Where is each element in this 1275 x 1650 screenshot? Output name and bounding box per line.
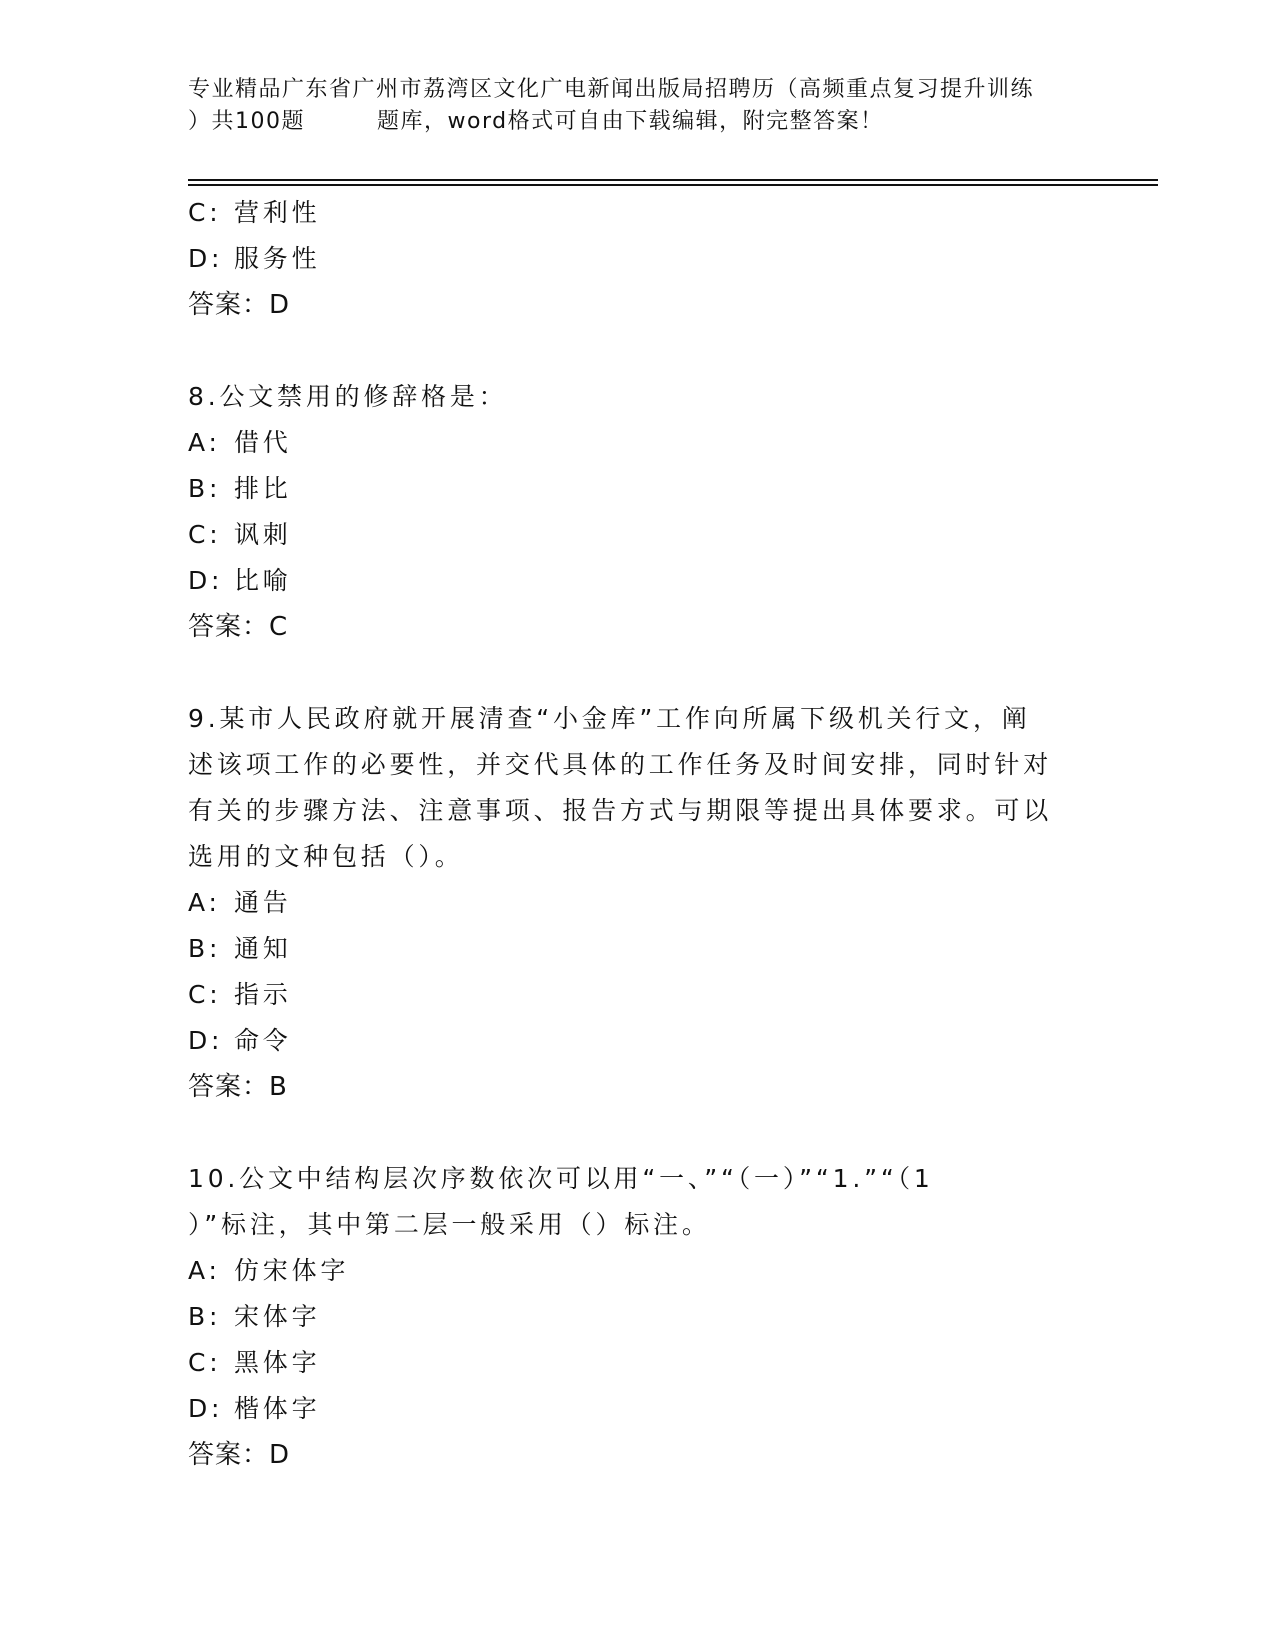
header-divider-bottom	[188, 184, 1158, 186]
option-b	[188, 926, 1068, 972]
option-b	[188, 1294, 1068, 1340]
option-text: 仿宋体字	[234, 1256, 350, 1285]
option-label: C:	[188, 520, 222, 549]
option-label: A:	[188, 888, 221, 917]
option-text: 命令	[234, 1026, 292, 1055]
header-note: 题库，word格式可自由下载编辑，附完整答案！	[377, 109, 884, 134]
option-label: D:	[188, 1394, 224, 1423]
option-c	[188, 190, 1068, 236]
question-text-line: 有关的步骤方法、注意事项、报告方式与期限等提出具体要求。可以	[188, 796, 1053, 825]
option-text: 宋体字	[234, 1302, 321, 1331]
answer-line: 答案：D	[188, 1440, 291, 1470]
option-d	[188, 1386, 1068, 1432]
option-text: 讽刺	[234, 520, 292, 549]
option-label: C:	[188, 1348, 222, 1377]
question-8	[188, 374, 1068, 650]
option-label: D:	[188, 566, 224, 595]
answer-line: 答案：D	[188, 290, 291, 320]
option-label: D:	[188, 1026, 224, 1055]
option-a	[188, 880, 1068, 926]
question-9	[188, 696, 1068, 1110]
option-c	[188, 1340, 1068, 1386]
option-label: D:	[188, 244, 224, 273]
question-text-line: 选用的文种包括（）。	[188, 842, 464, 871]
option-label: B:	[188, 474, 222, 503]
option-text: 排比	[234, 474, 292, 503]
option-label: A:	[188, 428, 221, 457]
question-text: 8.公文禁用的修辞格是：	[188, 382, 508, 411]
option-a	[188, 1248, 1068, 1294]
question-text-line: ）”标注，其中第二层一般采用（）标注。	[188, 1210, 711, 1239]
header-title-line-2	[188, 106, 1088, 138]
question-text-line: 9.某市人民政府就开展清查“小金库”工作向所属下级机关行文，阐	[188, 704, 1031, 733]
option-text: 服务性	[234, 244, 321, 273]
option-b	[188, 466, 1068, 512]
option-c	[188, 512, 1068, 558]
question-7-tail	[188, 190, 1068, 328]
header-count: ）共100题	[188, 109, 305, 134]
option-a	[188, 420, 1068, 466]
option-c	[188, 972, 1068, 1018]
option-label: C:	[188, 198, 222, 227]
option-text: 黑体字	[234, 1348, 321, 1377]
document-header	[188, 74, 1088, 138]
answer-line: 答案：C	[188, 612, 289, 642]
header-divider-top	[188, 179, 1158, 181]
option-text: 营利性	[234, 198, 321, 227]
question-10	[188, 1156, 1068, 1478]
option-d	[188, 558, 1068, 604]
option-label: C:	[188, 980, 222, 1009]
option-text: 借代	[234, 428, 292, 457]
question-list	[188, 190, 1068, 1478]
option-text: 楷体字	[234, 1394, 321, 1423]
option-text: 指示	[234, 980, 292, 1009]
answer-line: 答案：B	[188, 1072, 288, 1102]
option-text: 比喻	[234, 566, 292, 595]
header-title-line-1: 专业精品广东省广州市荔湾区文化广电新闻出版局招聘历（高频重点复习提升训练	[188, 77, 1035, 102]
option-label: B:	[188, 934, 222, 963]
option-d	[188, 236, 1068, 282]
option-text: 通告	[234, 888, 292, 917]
option-label: A:	[188, 1256, 221, 1285]
question-text-line: 述该项工作的必要性，并交代具体的工作任务及时间安排，同时针对	[188, 750, 1053, 779]
question-text-line: 10.公文中结构层次序数依次可以用“一、”“（一）”“1.”“（1	[188, 1164, 934, 1193]
option-text: 通知	[234, 934, 292, 963]
option-label: B:	[188, 1302, 222, 1331]
option-d	[188, 1018, 1068, 1064]
